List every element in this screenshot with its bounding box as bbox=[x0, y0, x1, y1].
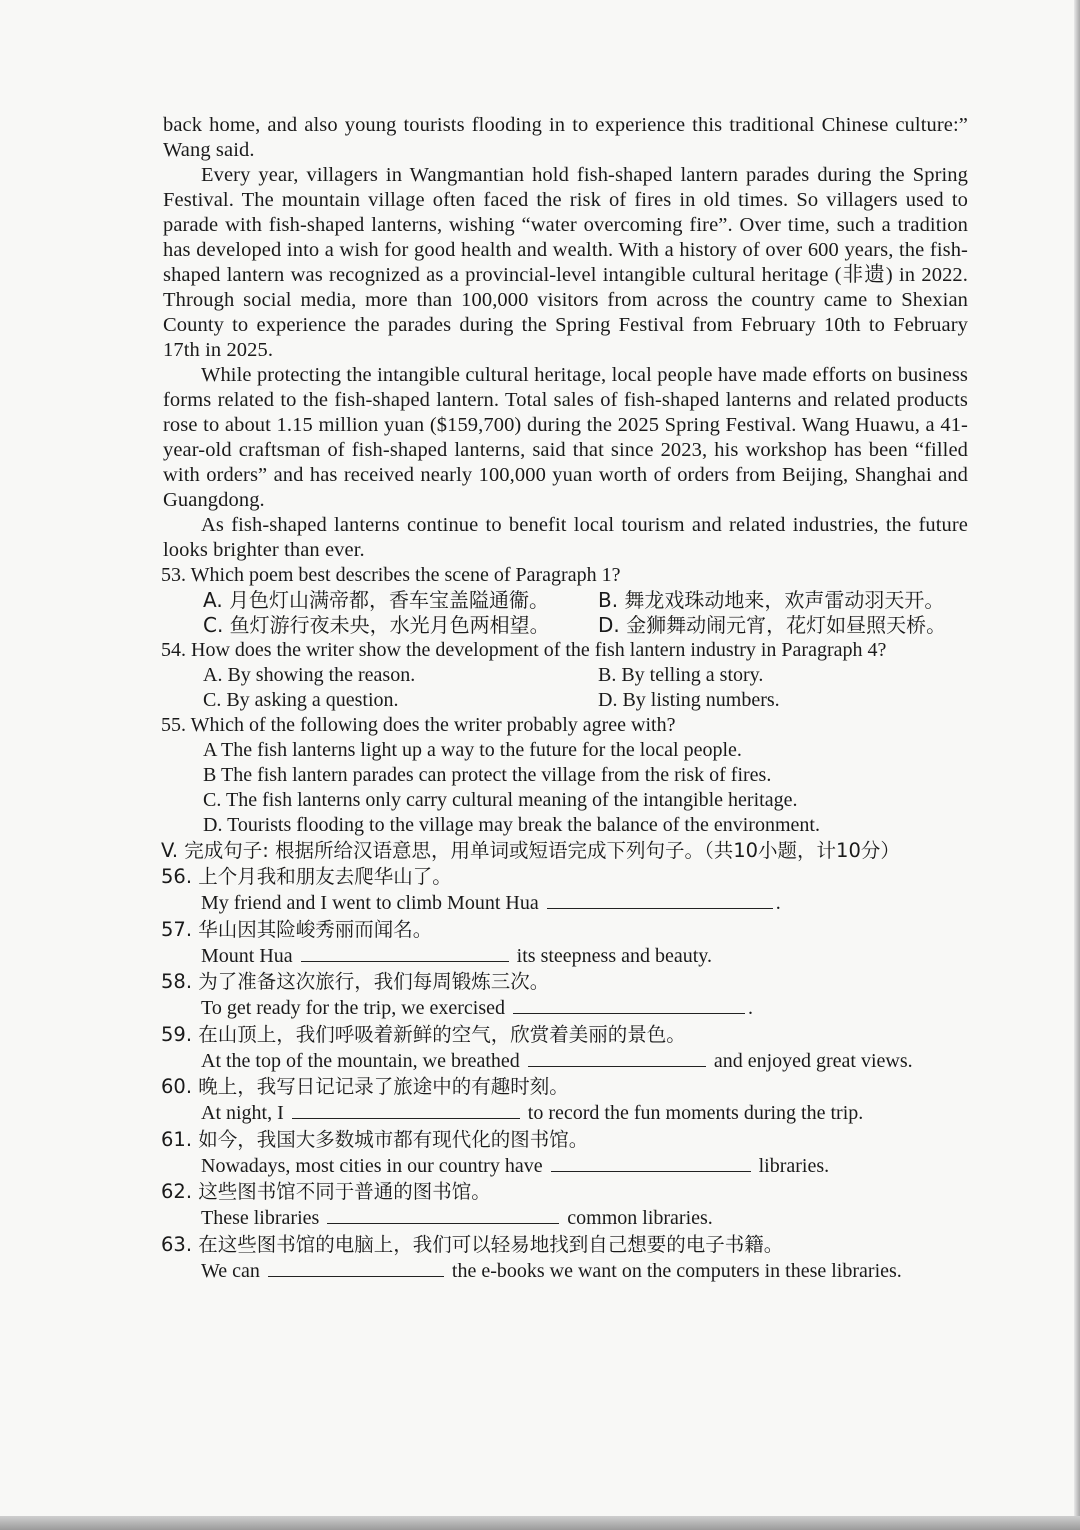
passage-paragraph-3: As fish-shaped lanterns continue to benefit local tourism and related industries, the future looks brighter than ever. bbox=[163, 514, 968, 561]
sentence-prompt: 56. 上个月我和朋友去爬华山了。 bbox=[161, 865, 452, 888]
option-b: B. By telling a story. bbox=[598, 664, 764, 686]
passage-paragraph-0: back home, and also young tourists flooding in to experience this traditional Chinese culture:” Wang said. bbox=[163, 114, 968, 161]
answer-blank[interactable] bbox=[268, 1258, 444, 1277]
option-b: B. 舞龙戏珠动地来，欢声雷动羽天开。 bbox=[598, 588, 945, 612]
question-54 bbox=[163, 638, 968, 713]
sentence-text-after: the e-books we want on the computers in these libraries. bbox=[451, 1259, 902, 1282]
sentence-text-before: To get ready for the trip, we exercised bbox=[201, 997, 506, 1019]
passage-paragraph-2: While protecting the intangible cultural heritage, local people have made efforts on business forms related to the fish-shaped lantern. Total sales of fish-shaped lanterns and related products rose to about 1.15 million yuan ($159,700) during the 2025 Spring Festival. Wang Huawu, a 41-year-old craftsman of fish-shaped lanterns, said that since 2023, his workshop has been “filled with orders” and has received nearly 100,000 yuan worth of orders from Beijing, Shanghai and Guangdong. bbox=[163, 364, 968, 511]
sentence-answer-line bbox=[163, 890, 968, 917]
answer-blank[interactable] bbox=[292, 1100, 520, 1119]
sentence-text-before: These libraries bbox=[201, 1207, 320, 1229]
page-right-edge bbox=[1074, 0, 1080, 1516]
option-a: A. By showing the reason. bbox=[203, 664, 416, 686]
sentence-text-before: We can bbox=[201, 1259, 260, 1282]
answer-blank[interactable] bbox=[528, 1048, 706, 1067]
sentence-prompt: 58. 为了准备这次旅行，我们每周锻炼三次。 bbox=[161, 970, 550, 993]
question-stem: 53. Which poem best describes the scene of Paragraph 1? bbox=[161, 564, 621, 586]
sentence-text-after: . bbox=[748, 997, 754, 1019]
sentence-text-after: common libraries. bbox=[567, 1207, 713, 1229]
question-stem: 55. Which of the following does the writer probably agree with? bbox=[161, 714, 676, 736]
sentence-item-62 bbox=[163, 1179, 968, 1232]
options-row bbox=[163, 613, 968, 638]
sentence-text-after: . bbox=[775, 892, 781, 914]
sentence-answer-line bbox=[163, 1205, 968, 1232]
option-b: B The fish lantern parades can protect the village from the risk of fires. bbox=[203, 764, 772, 786]
sentence-answer-line bbox=[163, 1258, 968, 1285]
option-d: D. Tourists flooding to the village may break the balance of the environment. bbox=[203, 814, 820, 836]
sentence-prompt: 59. 在山顶上，我们呼吸着新鲜的空气，欣赏着美丽的景色。 bbox=[161, 1022, 686, 1046]
option-c: C. 鱼灯游行夜未央，水光月色两相望。 bbox=[203, 613, 550, 637]
option-d: D. By listing numbers. bbox=[598, 689, 780, 711]
option-a: A The fish lanterns light up a way to the future for the local people. bbox=[203, 739, 742, 761]
question-55 bbox=[163, 713, 968, 838]
sentence-prompt: 57. 华山因其险峻秀丽而闻名。 bbox=[161, 917, 433, 941]
sentence-text-after: libraries. bbox=[758, 1154, 830, 1177]
sentence-item-57 bbox=[163, 917, 968, 970]
options-row bbox=[163, 663, 968, 688]
sentence-item-59 bbox=[163, 1022, 968, 1075]
answer-blank[interactable] bbox=[301, 943, 509, 962]
sentence-text-before: Mount Hua bbox=[201, 944, 293, 967]
sentence-item-63 bbox=[163, 1232, 968, 1285]
options-row bbox=[163, 688, 968, 713]
sentence-prompt: 60. 晚上，我写日记记录了旅途中的有趣时刻。 bbox=[161, 1075, 569, 1098]
answer-blank[interactable] bbox=[551, 1153, 751, 1172]
sentence-prompt: 62. 这些图书馆不同于普通的图书馆。 bbox=[161, 1180, 491, 1203]
sentence-prompt: 61. 如今，我国大多数城市都有现代化的图书馆。 bbox=[161, 1127, 589, 1151]
section-v-title: V. 完成句子: 根据所给汉语意思，用单词或短语完成下列句子。（共10小题，计10分） bbox=[161, 839, 900, 862]
option-a: A. 月色灯山满帝都，香车宝盖隘通衞。 bbox=[203, 588, 550, 612]
option-c: C. By asking a question. bbox=[203, 689, 399, 711]
sentence-item-56 bbox=[163, 864, 968, 917]
sentence-answer-line bbox=[163, 943, 968, 970]
option-c: C. The fish lanterns only carry cultural meaning of the intangible heritage. bbox=[203, 789, 798, 811]
answer-blank[interactable] bbox=[327, 1205, 559, 1224]
exam-page bbox=[163, 113, 968, 1284]
sentence-text-after: its steepness and beauty. bbox=[516, 944, 712, 967]
sentence-text-before: At night, I bbox=[201, 1102, 284, 1124]
question-stem: 54. How does the writer show the development of the fish lantern industry in Paragraph 4? bbox=[161, 639, 887, 661]
sentence-text-before: At the top of the mountain, we breathed bbox=[201, 1049, 520, 1072]
sentence-answer-line bbox=[163, 1153, 968, 1180]
sentence-item-58 bbox=[163, 969, 968, 1022]
sentence-answer-line bbox=[163, 1048, 968, 1075]
sentence-text-before: Nowadays, most cities in our country have bbox=[201, 1154, 543, 1177]
passage-paragraph-1: Every year, villagers in Wangmantian hold fish-shaped lantern parades during the Spring Festival. The mountain village often faced the risk of fires in old times. So villagers used to parade with fish-shaped lanterns, wishing “water overcoming fire”. Over time, such a tradition has developed into a wish for good health and wealth. With a history of over 600 years, the fish-shaped lantern was recognized as a provincial-level intangible cultural heritage (非遗) in 2022. Through social media, more than 100,000 visitors from across the country came to Shexian County to experience the parades during the Spring Festival from February 10th to February 17th in 2025. bbox=[163, 164, 968, 361]
options-row bbox=[163, 588, 968, 613]
sentence-item-60 bbox=[163, 1074, 968, 1127]
question-53 bbox=[163, 563, 968, 638]
option-d: D. 金狮舞动闹元宵，花灯如昼照天桥。 bbox=[598, 613, 947, 637]
sentence-text-after: to record the fun moments during the trip. bbox=[527, 1102, 864, 1124]
sentence-item-61 bbox=[163, 1127, 968, 1180]
sentence-text-after: and enjoyed great views. bbox=[713, 1049, 913, 1072]
sentence-answer-line bbox=[163, 1100, 968, 1127]
sentence-text-before: My friend and I went to climb Mount Hua bbox=[201, 892, 539, 914]
page-bottom-edge bbox=[0, 1516, 1080, 1530]
answer-blank[interactable] bbox=[513, 995, 745, 1014]
sentence-answer-line bbox=[163, 995, 968, 1022]
answer-blank[interactable] bbox=[547, 890, 773, 909]
sentence-prompt: 63. 在这些图书馆的电脑上，我们可以轻易地找到自己想要的电子书籍。 bbox=[161, 1232, 784, 1256]
